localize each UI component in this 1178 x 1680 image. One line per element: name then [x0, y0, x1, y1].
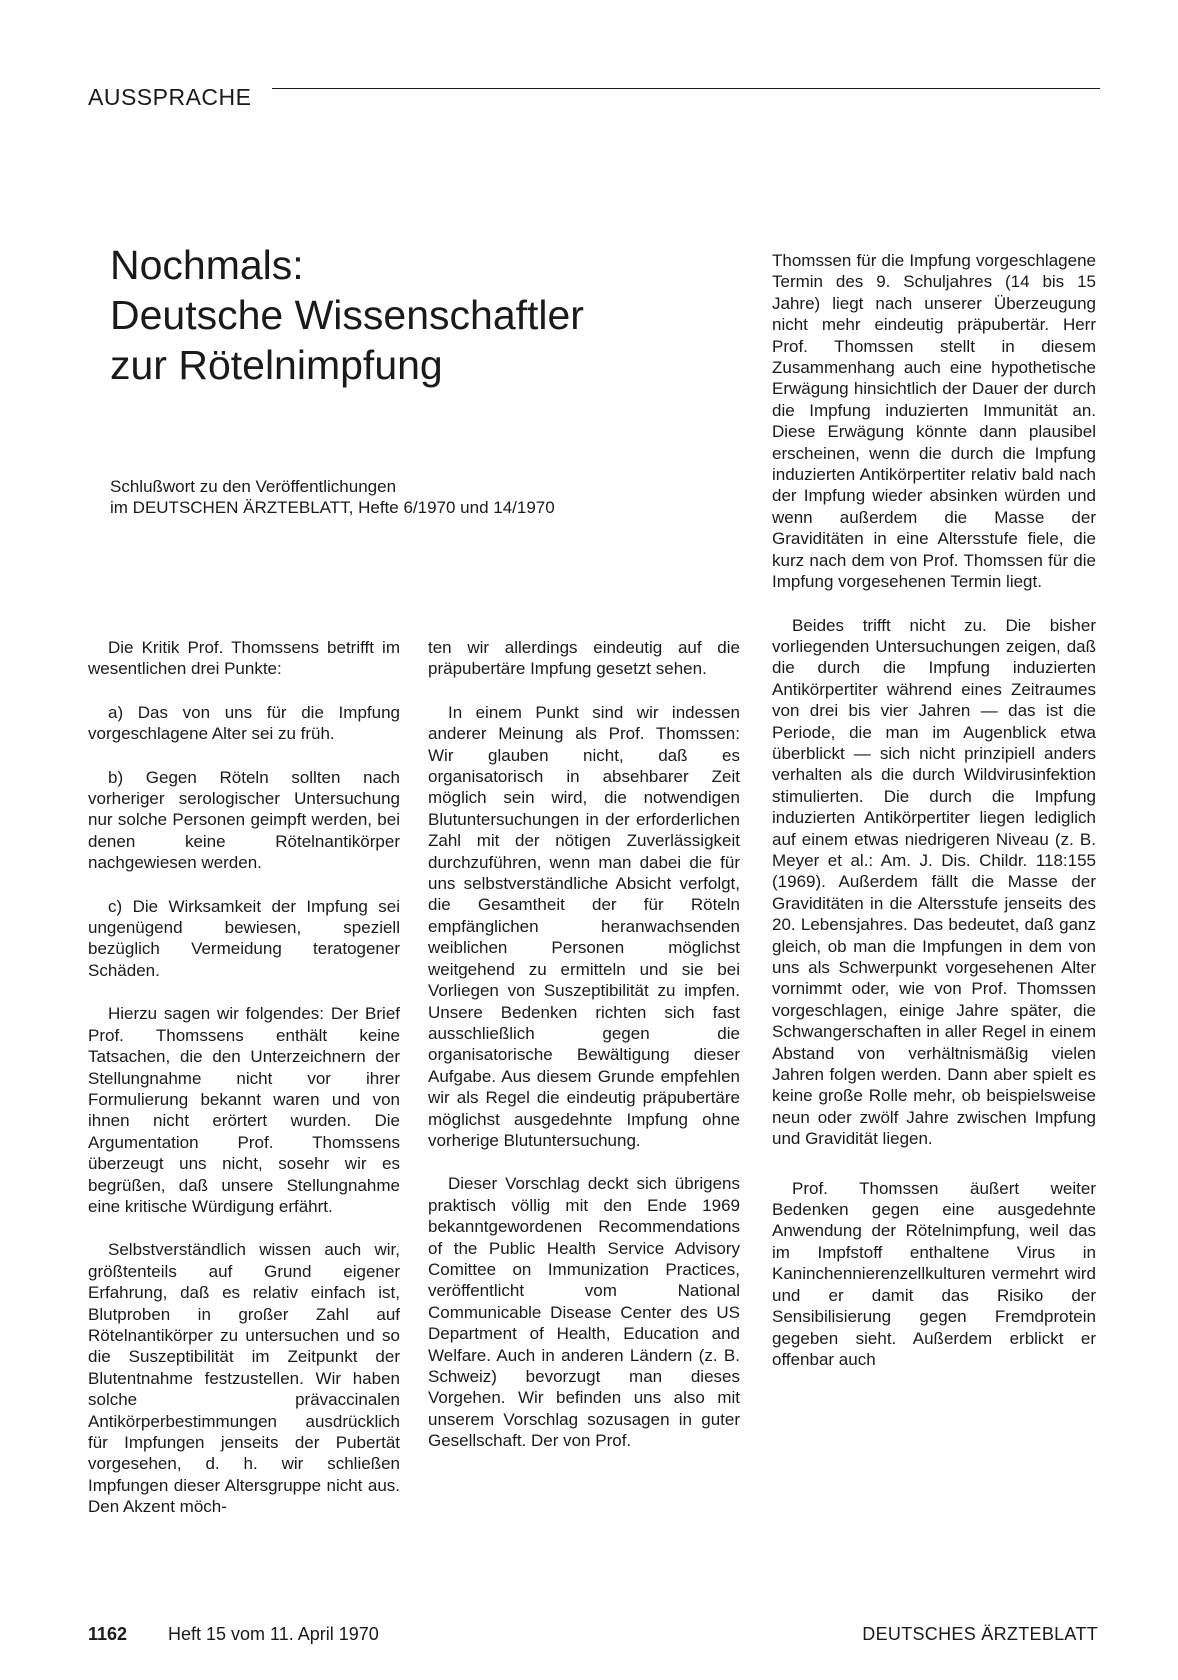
subtitle-line: Schlußwort zu den Veröffentlichungen: [110, 477, 397, 496]
paragraph: Prof. Thomssen äußert weiter Bedenken gegen eine ausgedehnte Anwendung der Rötelnimpfung, weil das im Impfstoff enthaltene Virus in Kaninchennierenzellkulturen vermehrt wird und er damit das Risiko der Sensibilisierung gegen Fremdprotein gegeben sieht. Außerdem erblickt er offenbar auch: [772, 1178, 1096, 1369]
paragraph: Beides trifft nicht zu. Die bisher vorliegenden Untersuchungen zeigen, daß die durch die Impfung induzierten Antikörpertiter während eines Zeitraumes von drei bis vier Jahren — das ist die Periode, die man im Augenblick etwa überblickt — sich nicht prinzipiell anders verhalten als die durch Wildvirusinfektion stimulierten. Die durch die Impfung induzierten Antikörpertiter liegen lediglich auf einem etwas niedrigeren Niveau (z. B. Meyer et al.: Am. J. Dis. Childr. 118:155 (1969). Außerdem fällt die Masse der Graviditäten in die Altersstufe jenseits des 20. Lebensjahres. Das bedeutet, daß ganz gleich, ob man die Impfungen in dem von uns als Schwerpunkt vorgesehenen Alter vornimmt oder, wie von Prof. Thomssen vorgeschlagen, einige Jahre später, die Schwangerschaften in aller Regel in einem Abstand von verhältnismäßig vielen Jahren folgen werden. Dann aber spielt es keine große Rolle mehr, ob beispielsweise neun oder zwölf Jahre zwischen Impfung und Gravidität liegen.: [772, 615, 1096, 1149]
subtitle-line: im DEUTSCHEN ÄRZTEBLATT, Hefte 6/1970 und 14/1970: [110, 498, 555, 517]
issue-info: Heft 15 vom 11. April 1970: [168, 1624, 379, 1644]
paragraph: c) Die Wirksamkeit der Impfung sei ungenügend bewiesen, speziell bezüglich Vermeidung teratogener Schäden.: [88, 896, 400, 980]
paragraph: Selbstverständlich wissen auch wir, größtenteils auf Grund eigener Erfahrung, daß es relativ einfach ist, Blutproben in großer Zahl auf Rötelnantikörper zu untersuchen und so die Suszeptibilität im Zeitpunkt der Blutentnahme festzustellen. Wir haben solche prävaccinalen Antikörperbestimmungen ausdrücklich für Impfungen jenseits der Pubertät vorgesehen, d. h. wir schließen Impfungen dieser Altersgruppe nicht aus. Den Akzent möch-: [88, 1240, 400, 1517]
title-line: Nochmals:: [110, 242, 304, 288]
paragraph: a) Das von uns für die Impfung vorgeschlagene Alter sei zu früh.: [88, 702, 400, 744]
paragraph: b) Gegen Röteln sollten nach vorheriger serologischer Untersuchung nur solche Personen geimpft werden, bei denen keine Rötelnantikörper nachgewiesen werden.: [88, 767, 400, 873]
header-rule: [272, 88, 1100, 89]
journal-name: DEUTSCHES ÄRZTEBLATT: [862, 1624, 1098, 1644]
article-subtitle: [110, 476, 730, 518]
article-title: [110, 240, 730, 390]
paragraph: Die Kritik Prof. Thomssens betrifft im wesentlichen drei Punkte:: [88, 638, 400, 679]
paragraph: Hierzu sagen wir folgendes: Der Brief Prof. Thomssens enthält keine Tatsachen, die den Unterzeichnern der Stellungnahme nicht vor ihrer Formulierung bekannt waren und von ihnen nicht erörtert wurden. Die Argumentation Prof. Thomssens überzeugt uns nicht, sosehr wir es begrüßen, daß unsere Stellungnahme eine kritische Würdigung erfährt.: [88, 1004, 400, 1216]
paragraph: ten wir allerdings eindeutig auf die präpubertäre Impfung gesetzt sehen.: [428, 638, 740, 679]
paragraph: Thomssen für die Impfung vorgeschlagene Termin des 9. Schuljahres (14 bis 15 Jahre) liegt nach unserer Überzeugung nicht mehr eindeutig präpubertär. Herr Prof. Thomssen stellt in diesem Zusammenhang auch eine hypothetische Erwägung hinsichtlich der Dauer der durch die Impfung induzierten Immunität an. Diese Erwägung könnte dann plausibel erscheinen, wenn die durch die Impfung induzierten Antikörpertiter relativ bald nach der Impfung wieder absinken würden und wenn außerdem die Masse der Graviditäten in eine Altersstufe fiele, die kurz nach dem von Prof. Thomssen für die Impfung vorgesehenen Termin liegt.: [772, 251, 1096, 592]
text-column-1: [88, 637, 400, 1518]
title-line: Deutsche Wissenschaftler: [110, 292, 584, 338]
title-line: zur Rötelnimpfung: [110, 342, 443, 388]
section-label: AUSSPRACHE: [88, 84, 252, 110]
paragraph: In einem Punkt sind wir indessen anderer Meinung als Prof. Thomssen: Wir glauben nicht, daß es organisatorisch in absehbarer Zeit möglich sein wird, die notwendigen Blutuntersuchungen in der erforderlichen Zahl mit der nötigen Zuverlässigkeit durchzuführen, wenn man dabei die für uns selbstverständliche Absicht verfolgt, die Gesamtheit der für Röteln empfänglichen heranwachsenden weiblichen Personen möglichst weitgehend zu ermitteln und sie bei Vorliegen von Suszeptibilität zu impfen. Unsere Bedenken richten sich fast ausschließlich gegen die organisatorische Bewältigung dieser Aufgabe. Aus diesem Grunde empfehlen wir als Regel die eindeutig präpubertäre möglichst ausgedehnte Impfung ohne vorherige Blutuntersuchung.: [428, 702, 740, 1150]
page-number: 1162: [88, 1624, 128, 1644]
paragraph: Dieser Vorschlag deckt sich übrigens praktisch völlig mit den Ende 1969 bekanntgewordenen Recommendations of the Public Health Service Advisory Comittee on Immunization Practices, veröffentlicht vom National Communicable Disease Center des US Department of Health, Education and Welfare. Auch in anderen Ländern (z. B. Schweiz) bevorzugt man dieses Vorgehen. Wir befinden uns also mit unserem Vorschlag sozusagen in guter Gesellschaft. Der von Prof.: [428, 1174, 740, 1451]
text-column-3: [772, 250, 1096, 1370]
text-column-2: [428, 637, 740, 1452]
